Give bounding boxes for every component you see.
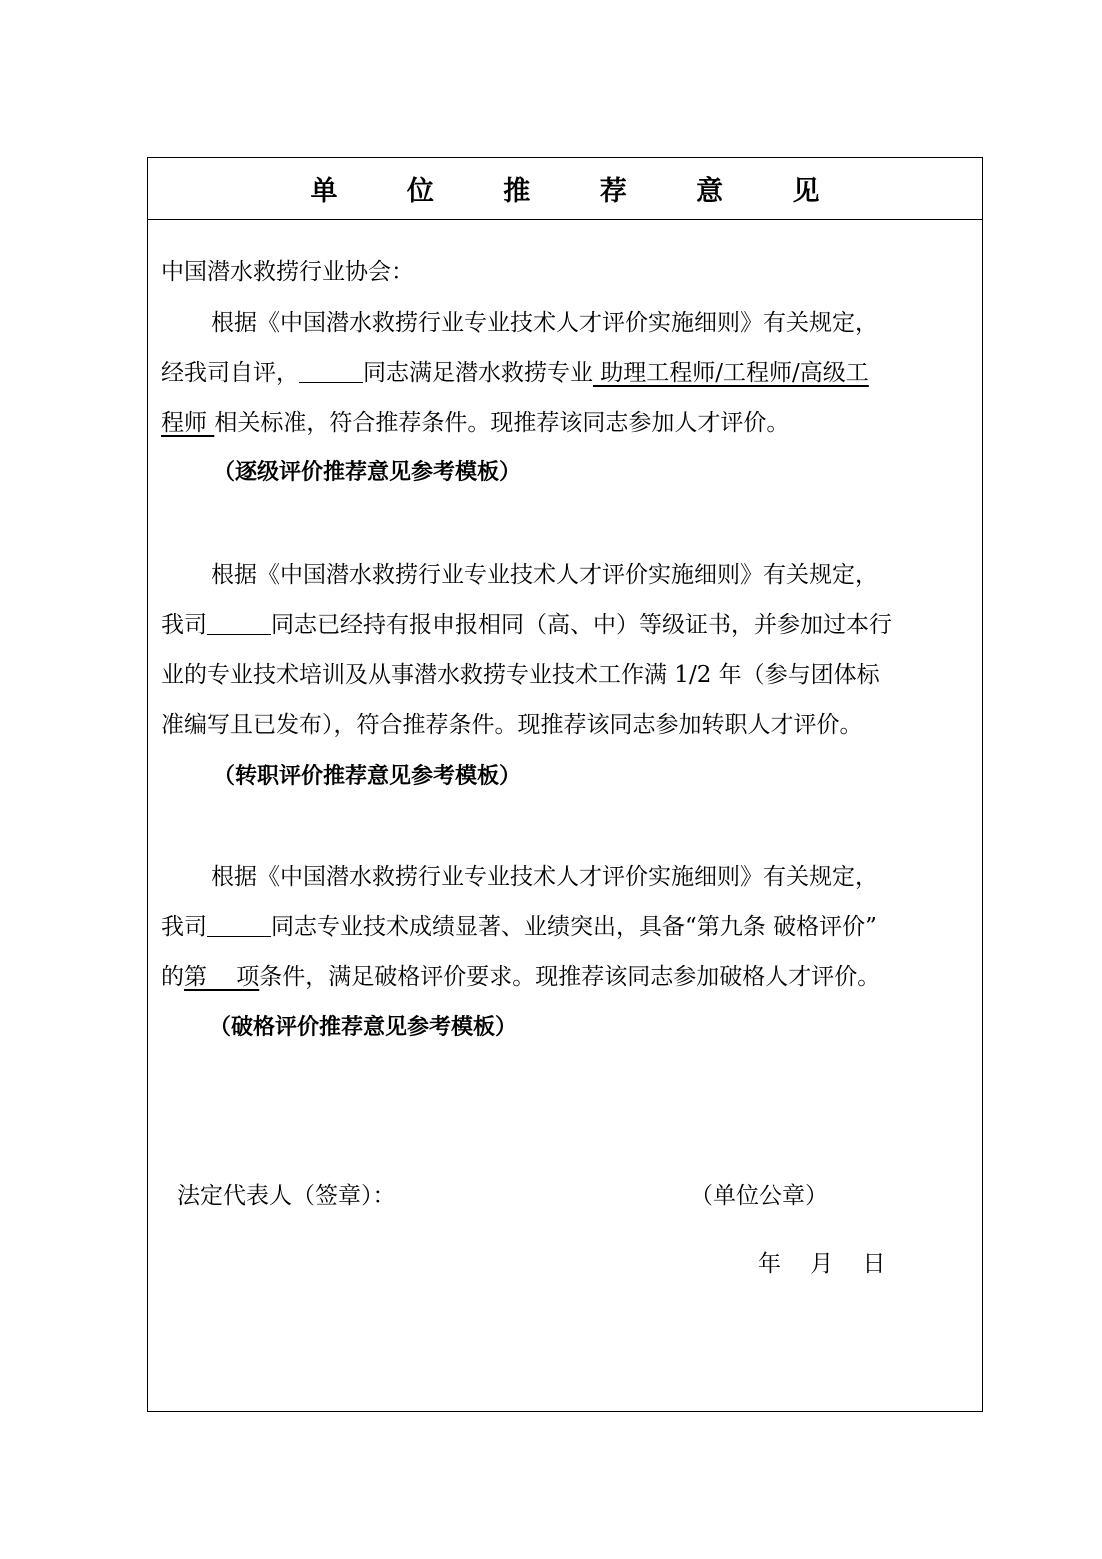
s3-line1: 根据《中国潜水救捞行业专业技术人才评价实施细则》有关规定， [211, 864, 878, 890]
s2-note: （转职评价推荐意见参考模板） [213, 764, 522, 789]
name-blank-3[interactable] [207, 914, 271, 937]
name-blank-2[interactable] [207, 612, 271, 635]
unit-seal: （单位公章） [690, 1183, 828, 1209]
s1-line2: 经我司自评， 同志满足潜水救捞专业 助理工程师/工程师/高级工 [161, 360, 869, 386]
item-number-blank[interactable]: 第 项 [184, 964, 260, 990]
legal-rep-signature: 法定代表人（签章）： [177, 1183, 396, 1209]
s1-note: （逐级评价推荐意见参考模板） [213, 460, 522, 485]
s3-line3: 的第 项条件，满足破格评价要求。现推荐该同志参加破格人才评价。 [161, 964, 881, 990]
s2-line1: 根据《中国潜水救捞行业专业技术人才评价实施细则》有关规定， [211, 562, 878, 588]
s1-line1: 根据《中国潜水救捞行业专业技术人才评价实施细则》有关规定， [211, 310, 878, 336]
s2-line2: 我司 同志已经持有报申报相同（高、中）等级证书，并参加过本行 [161, 612, 892, 638]
title-row [148, 158, 982, 220]
s2-line3: 业的专业技术培训及从事潜水救捞专业技术工作满 1/2 年（参与团体标 [161, 662, 880, 688]
s3-note: （破格评价推荐意见参考模板） [209, 1015, 518, 1040]
date-line: 年 月 日 [758, 1251, 886, 1277]
title-options: 助理工程师/工程师/高级工 [593, 360, 869, 386]
name-blank-1[interactable] [299, 360, 363, 383]
salutation: 中国潜水救捞行业协会： [161, 259, 414, 285]
s3-line2: 我司 同志专业技术成绩显著、业绩突出，具备“第九条 破格评价” [161, 914, 877, 940]
s1-line3: 程师 相关标准，符合推荐条件。现推荐该同志参加人才评价。 [161, 410, 790, 436]
s2-line4: 准编写且已发布），符合推荐条件。现推荐该同志参加转职人才评价。 [161, 712, 863, 738]
page-title: 单 位 推 荐 意 见 [310, 176, 850, 207]
